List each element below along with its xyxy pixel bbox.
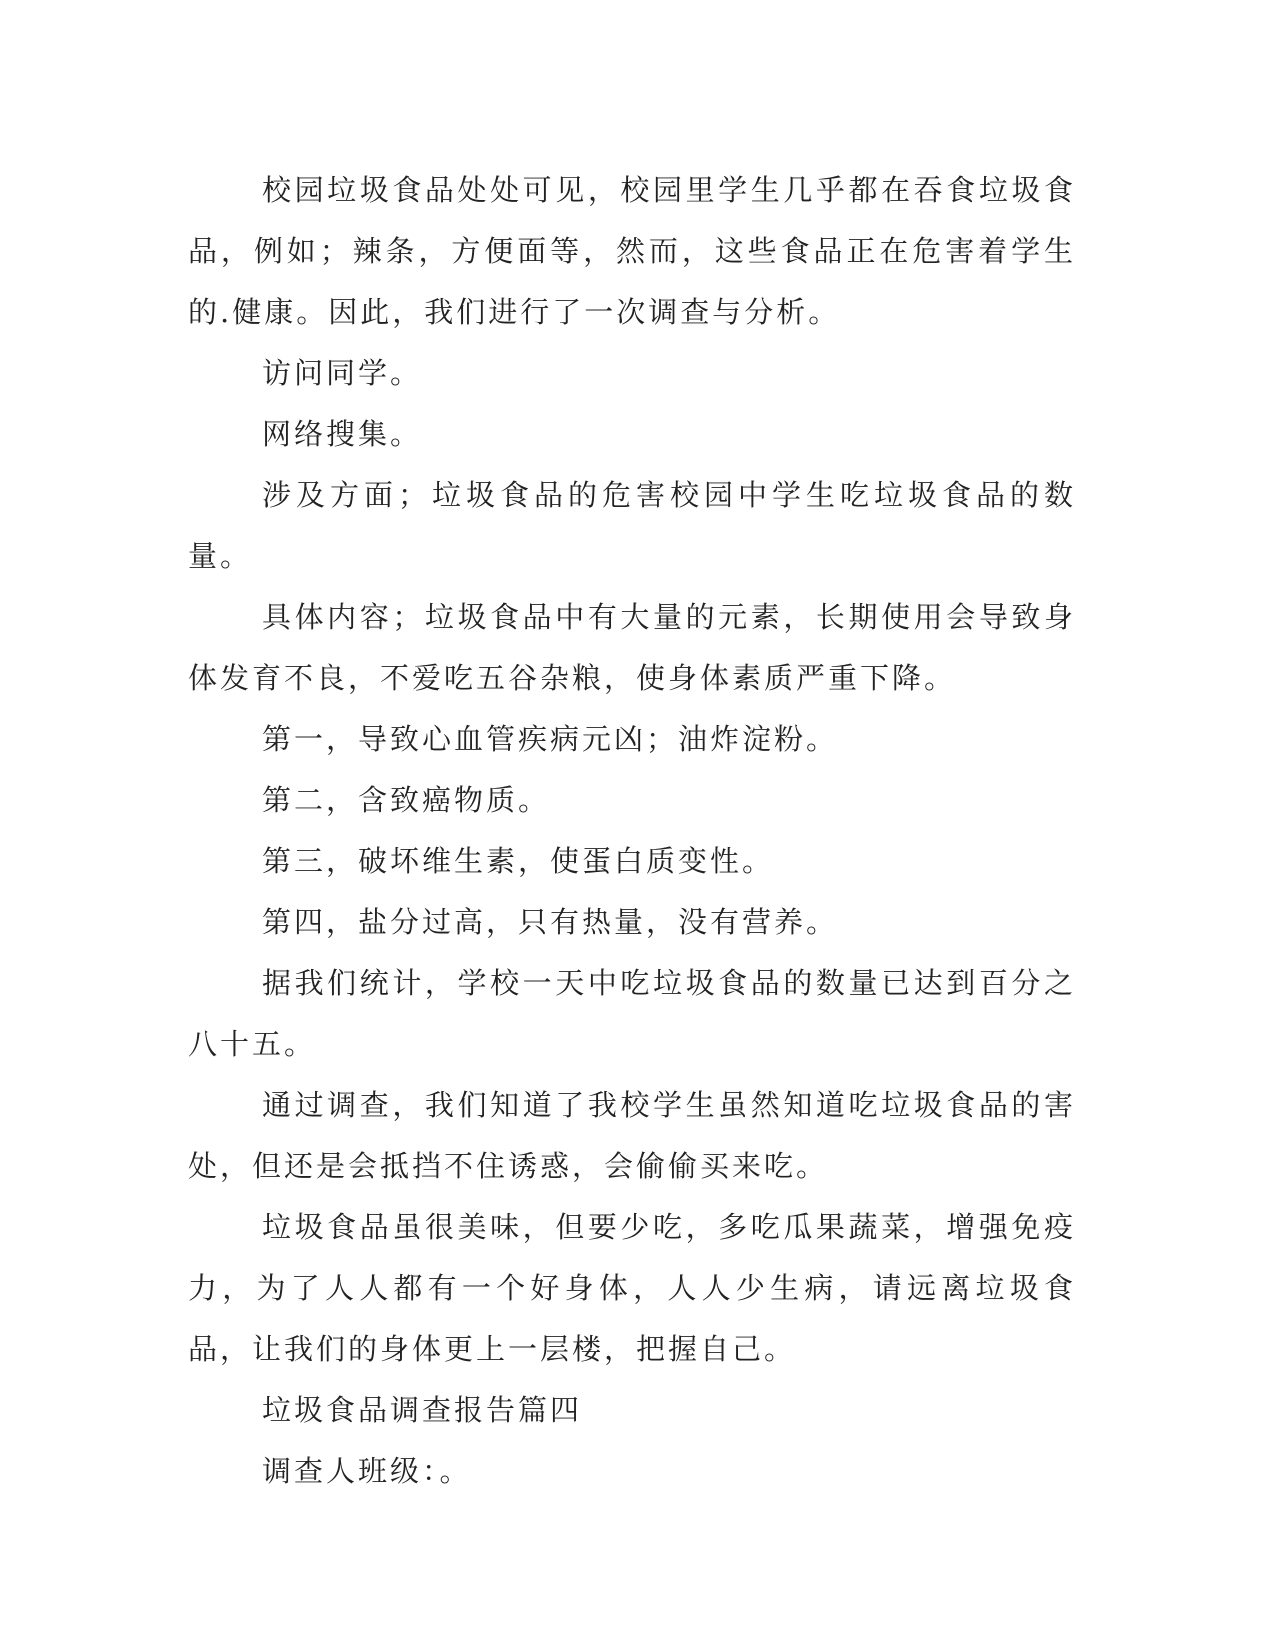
paragraph-findings: 通过调查，我们知道了我校学生虽然知道吃垃圾食品的害处，但还是会抵挡不住诱惑，会偷偷买来吃。: [188, 1088, 1076, 1183]
paragraph-details: 具体内容；垃圾食品中有大量的元素，长期使用会导致身体发育不良，不爱吃五谷杂粮，使身体素质严重下降。: [188, 600, 1076, 695]
paragraph-method-online: 网络搜集。: [262, 417, 423, 451]
paragraph-point-one: 第一，导致心血管疾病元凶；油炸淀粉。: [262, 722, 839, 756]
paragraph-point-two: 第二，含致癌物质。: [262, 783, 551, 817]
section-heading: 垃圾食品调查报告篇四: [262, 1393, 583, 1427]
document-body: [188, 160, 1076, 1502]
paragraph-statistics: 据我们统计，学校一天中吃垃圾食品的数量已达到百分之八十五。: [188, 966, 1076, 1061]
paragraph-point-four: 第四，盐分过高，只有热量，没有营养。: [262, 905, 839, 939]
paragraph-point-three: 第三，破坏维生素，使蛋白质变性。: [262, 844, 775, 878]
paragraph-method-interview: 访问同学。: [262, 356, 423, 390]
paragraph-investigator: 调查人班级：。: [262, 1454, 472, 1488]
paragraph-scope: 涉及方面；垃圾食品的危害校园中学生吃垃圾食品的数量。: [188, 478, 1076, 573]
paragraph-intro: 校园垃圾食品处处可见，校园里学生几乎都在吞食垃圾食品，例如；辣条，方便面等，然而，这些食品正在危害着学生的.健康。因此，我们进行了一次调查与分析。: [188, 173, 1076, 329]
paragraph-conclusion: 垃圾食品虽很美味，但要少吃，多吃瓜果蔬菜，增强免疫力，为了人人都有一个好身体，人人少生病，请远离垃圾食品，让我们的身体更上一层楼，把握自己。: [188, 1210, 1076, 1366]
